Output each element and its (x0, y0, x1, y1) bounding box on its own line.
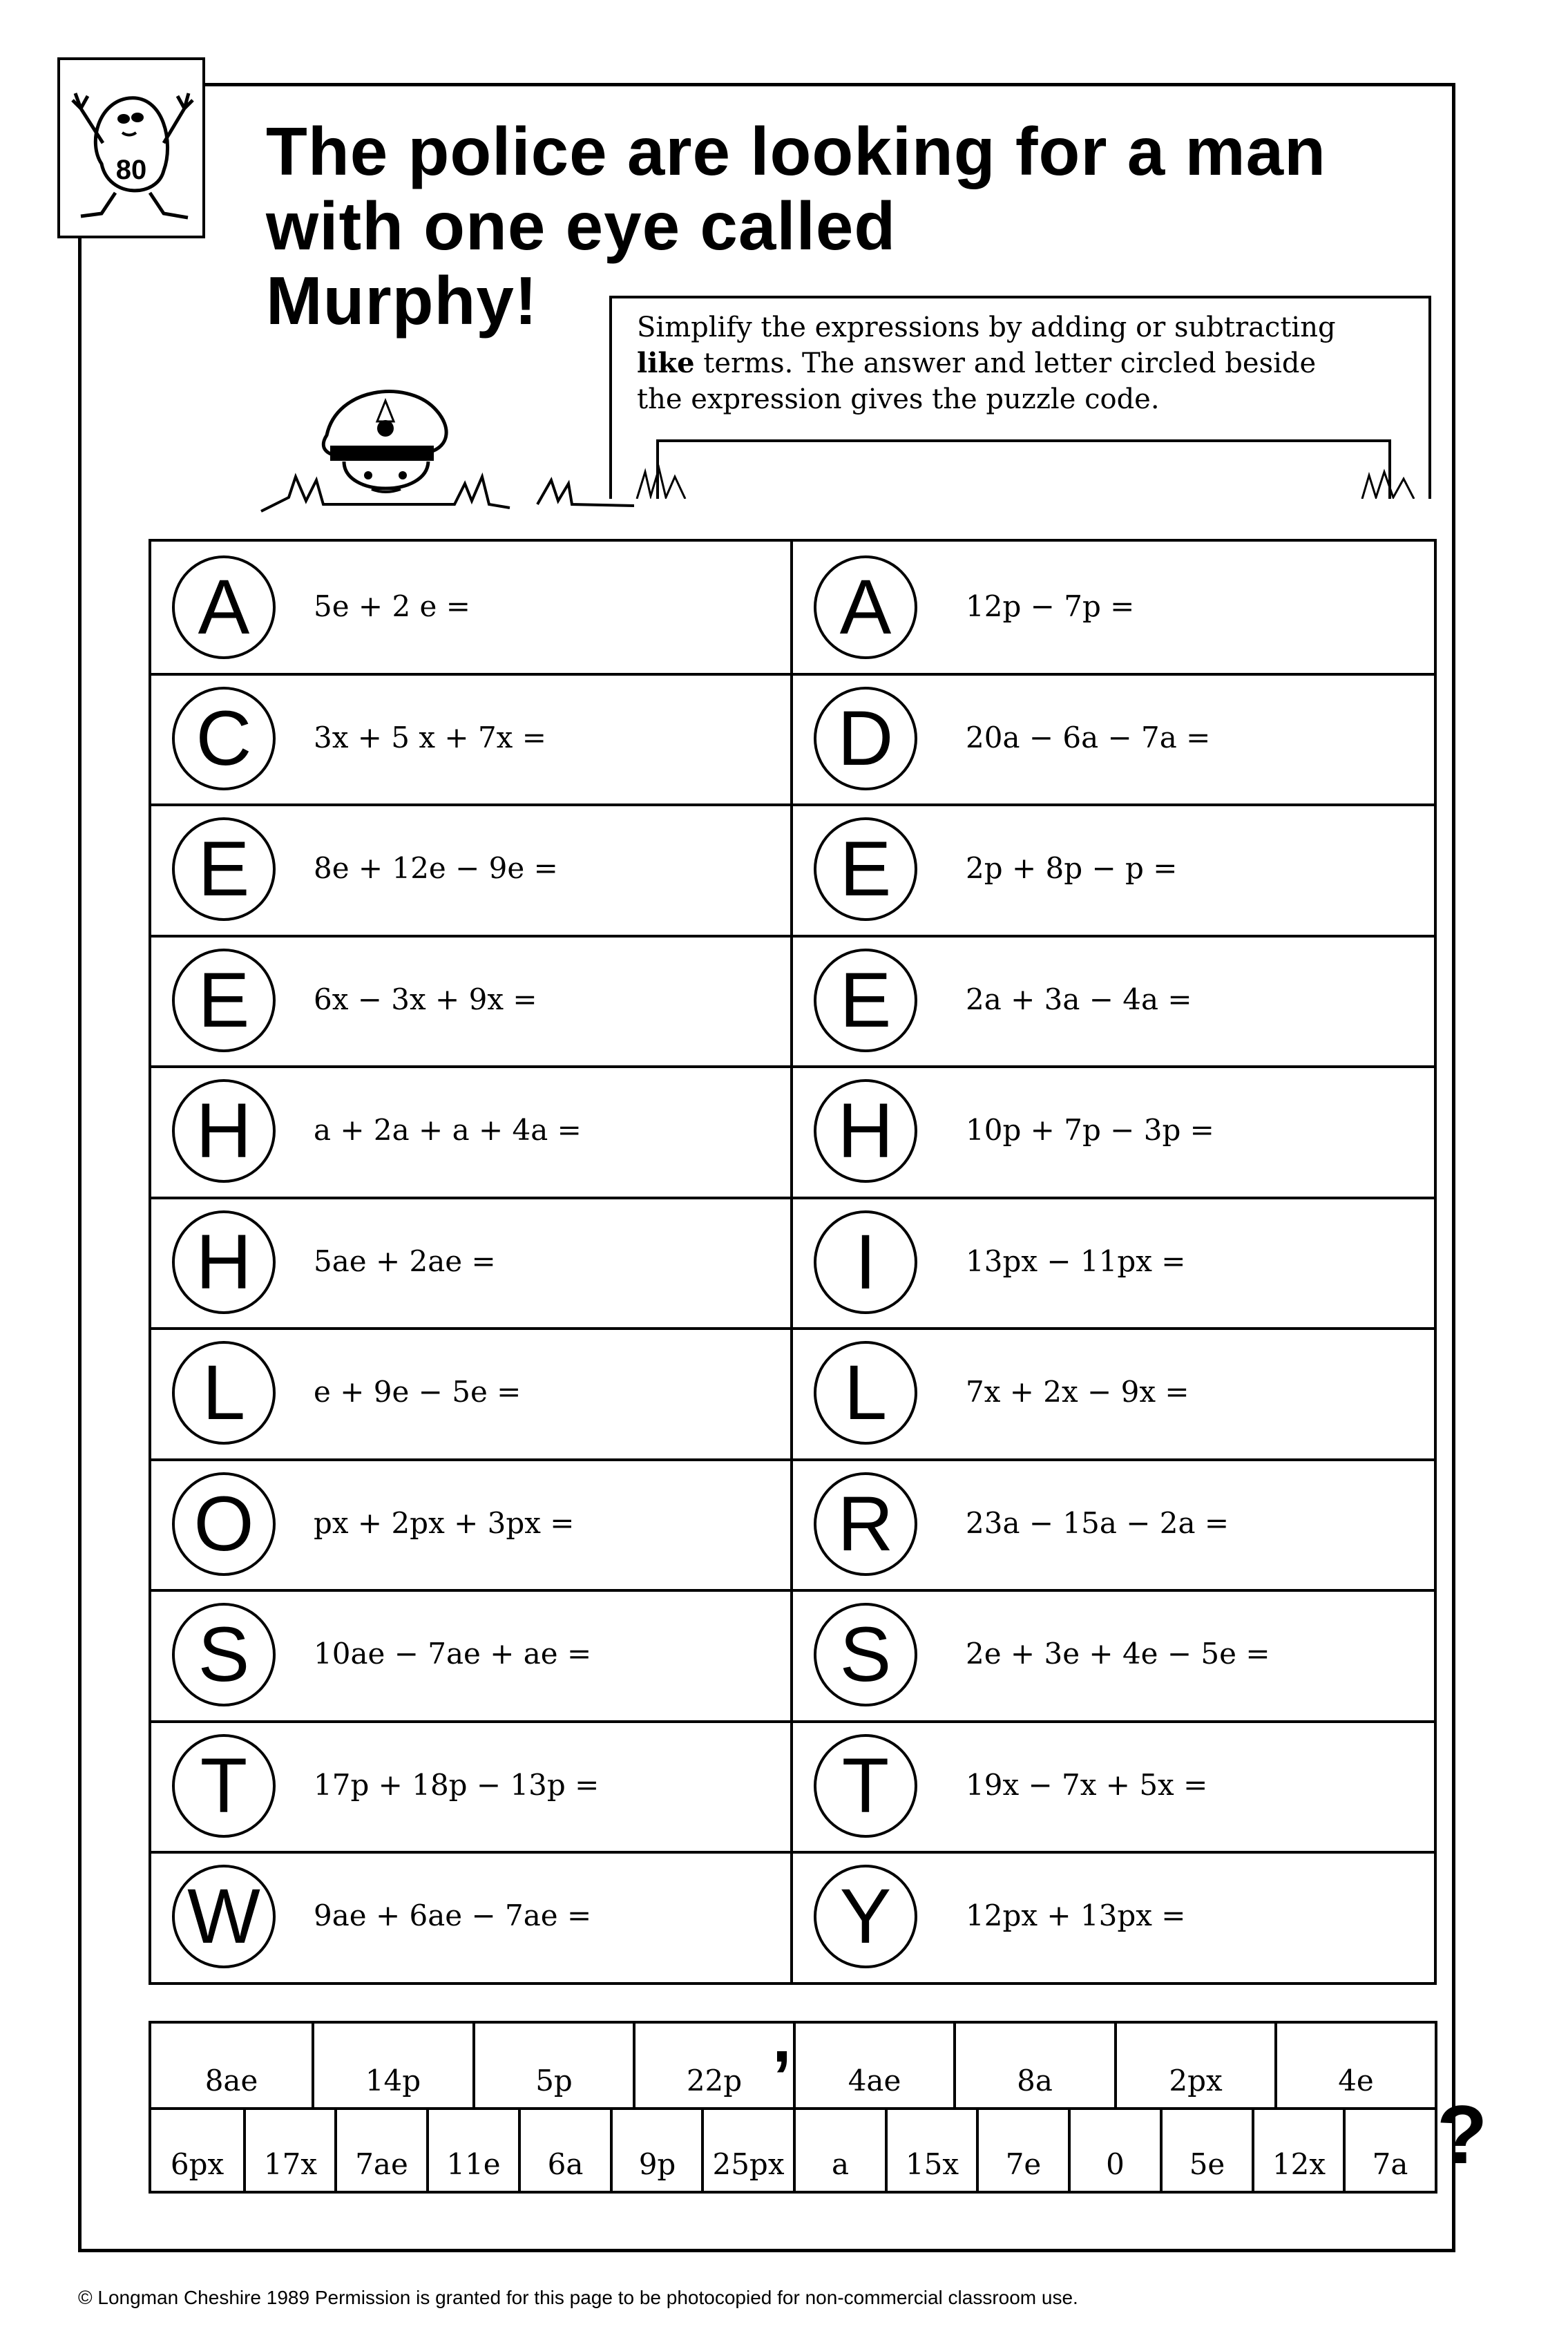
policeman-illustration-icon (247, 359, 634, 525)
expression-text: 12p − 7p = (966, 589, 1135, 623)
circled-letter: H (172, 1079, 276, 1183)
code-cell-row2: 25px (701, 2110, 793, 2191)
code-cell-row2: 15x (885, 2110, 977, 2191)
circled-letter: D (814, 687, 917, 790)
title-line-1: The police are looking for a man (266, 113, 1326, 189)
expression-cell-1-left (151, 542, 790, 673)
expression-text: 10ae − 7ae + ae = (314, 1637, 592, 1671)
expression-text: 19x − 7x + 5x = (966, 1768, 1208, 1802)
expression-text: 5ae + 2ae = (314, 1244, 496, 1278)
code-comma: , (772, 1999, 792, 2077)
code-cell-row2: 11e (426, 2110, 518, 2191)
expression-cell-11-left (151, 1851, 790, 1982)
circled-letter: Y (814, 1865, 917, 1968)
expression-text: 6x − 3x + 9x = (314, 982, 537, 1016)
expression-cell-2-left (151, 673, 790, 804)
circled-letter: A (172, 555, 276, 659)
circled-letter: E (172, 949, 276, 1052)
circled-letter: H (814, 1079, 917, 1183)
code-cell-row2: 7a (1343, 2110, 1435, 2191)
page-number: 80 (115, 155, 147, 185)
code-cell-row2: 5e (1160, 2110, 1252, 2191)
code-cell-row2: a (793, 2110, 885, 2191)
instructions-line-3: the expression gives the puzzle code. (637, 383, 1160, 415)
expression-cell-11-right (793, 1851, 1432, 1982)
code-cell-row1: 4e (1274, 2024, 1435, 2107)
code-cell-row2: 12x (1252, 2110, 1344, 2191)
copyright-footer: © Longman Cheshire 1989 Permission is granted for this page to be photocopied for non-commercial classroom use. (78, 2287, 1078, 2308)
expression-cell-10-left (151, 1720, 790, 1852)
instructions-line-2 (637, 345, 1424, 381)
circled-letter: A (814, 555, 917, 659)
circled-letter: T (814, 1734, 917, 1838)
expression-text: px + 2px + 3px = (314, 1506, 575, 1540)
code-cell-row2: 6a (518, 2110, 610, 2191)
expression-text: 2e + 3e + 4e − 5e = (966, 1637, 1270, 1671)
circled-letter: S (172, 1603, 276, 1706)
circled-letter: E (172, 817, 276, 921)
expression-cell-8-left (151, 1458, 790, 1590)
expression-text: 12px + 13px = (966, 1899, 1186, 1932)
mascot-box (57, 57, 205, 238)
code-cell-row1: 4ae (793, 2024, 953, 2107)
expression-text: 7x + 2x − 9x = (966, 1375, 1189, 1409)
circled-letter: R (814, 1472, 917, 1576)
code-cell-row2: 7ae (334, 2110, 426, 2191)
circled-letter: W (172, 1865, 276, 1968)
instructions-line-2-rest: terms. The answer and letter circled beside (694, 348, 1317, 379)
expression-grid (149, 539, 1437, 1985)
code-cell-row2: 9p (610, 2110, 702, 2191)
expression-cell-10-right (793, 1720, 1432, 1852)
expression-text: 5e + 2 e = (314, 589, 470, 623)
code-cell-row1: 14p (312, 2024, 472, 2107)
instructions-line-1: Simplify the expressions by adding or subtracting (637, 312, 1336, 343)
code-cell-row1: 8ae (204, 2064, 258, 2098)
circled-letter: L (814, 1341, 917, 1445)
expression-text: 20a − 6a − 7a = (966, 721, 1211, 754)
circled-letter: C (172, 687, 276, 790)
expression-cell-2-right (793, 673, 1432, 804)
expression-cell-6-left (151, 1197, 790, 1328)
code-cell-row1: 8a (953, 2024, 1113, 2107)
code-cell-row2: 6px (170, 2147, 224, 2181)
expression-text: 2a + 3a − 4a = (966, 982, 1192, 1016)
title-line-2: with one eye called (266, 188, 897, 264)
code-cell-row2: 0 (1068, 2110, 1160, 2191)
expression-cell-3-left (151, 803, 790, 935)
expression-text: 17p + 18p − 13p = (314, 1768, 600, 1802)
expression-cell-5-right (793, 1065, 1432, 1197)
circled-letter: E (814, 949, 917, 1052)
code-cell-row2: 7e (976, 2110, 1068, 2191)
expression-cell-1-right (793, 542, 1432, 673)
expression-cell-4-right (793, 935, 1432, 1066)
expression-text: 13px − 11px = (966, 1244, 1186, 1278)
expression-cell-5-left (151, 1065, 790, 1197)
expression-cell-3-right (793, 803, 1432, 935)
circled-letter: H (172, 1210, 276, 1314)
expression-cell-9-left (151, 1589, 790, 1720)
instructions (637, 310, 1424, 417)
code-cell-row2: 17x (243, 2110, 335, 2191)
expression-text: e + 9e − 5e = (314, 1375, 522, 1409)
expression-cell-7-left (151, 1327, 790, 1458)
expression-cell-8-right (793, 1458, 1432, 1590)
expression-text: 9ae + 6ae − 7ae = (314, 1899, 592, 1932)
expression-text: 23a − 15a − 2a = (966, 1506, 1230, 1540)
expression-text: 2p + 8p − p = (966, 851, 1178, 885)
circled-letter: T (172, 1734, 276, 1838)
circled-letter: E (814, 817, 917, 921)
expression-text: 8e + 12e − 9e = (314, 851, 558, 885)
expression-cell-7-right (793, 1327, 1432, 1458)
puzzle-code-grid (149, 2021, 1437, 2194)
expression-cell-9-right (793, 1589, 1432, 1720)
code-cell-row1: 22p (633, 2024, 793, 2107)
expression-cell-6-right (793, 1197, 1432, 1328)
code-cell-row1: 2px (1114, 2024, 1274, 2107)
mascot-icon (60, 60, 202, 236)
circled-letter: L (172, 1341, 276, 1445)
expression-text: a + 2a + a + 4a = (314, 1113, 582, 1147)
code-question-mark: ? (1437, 2089, 1488, 2181)
expression-text: 10p + 7p − 3p = (966, 1113, 1214, 1147)
title-line-3: Murphy! (266, 263, 538, 339)
instructions-bold-word: like (637, 347, 695, 379)
expression-cell-4-left (151, 935, 790, 1066)
circled-letter: I (814, 1210, 917, 1314)
code-cell-row1: 5p (472, 2024, 633, 2107)
circled-letter: S (814, 1603, 917, 1706)
expression-text: 3x + 5 x + 7x = (314, 721, 546, 754)
circled-letter: O (172, 1472, 276, 1576)
